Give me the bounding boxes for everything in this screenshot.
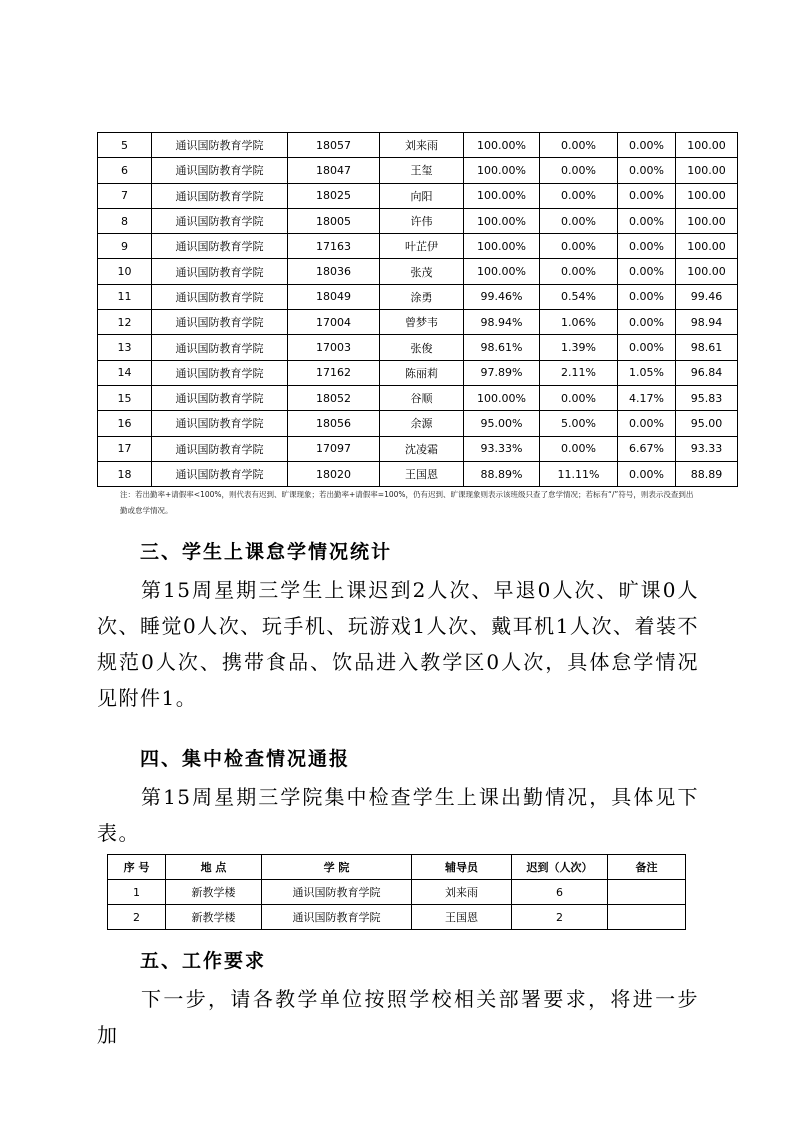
table-cell: 0.00% bbox=[540, 385, 618, 410]
table-cell: 1 bbox=[108, 880, 166, 905]
table-cell: 张俊 bbox=[380, 335, 464, 360]
table-cell: 王国恩 bbox=[412, 905, 512, 930]
table-cell: 99.46 bbox=[676, 284, 738, 309]
table-row bbox=[98, 360, 738, 385]
table-cell: 95.00% bbox=[464, 411, 540, 436]
table-cell: 0.00% bbox=[540, 133, 618, 158]
table-cell: 17 bbox=[98, 436, 152, 461]
table-cell: 18025 bbox=[288, 183, 380, 208]
table-cell: 4.17% bbox=[618, 385, 676, 410]
table-cell: 18049 bbox=[288, 284, 380, 309]
table-cell: 18052 bbox=[288, 385, 380, 410]
table-cell: 99.46% bbox=[464, 284, 540, 309]
column-header: 备注 bbox=[608, 855, 686, 880]
column-header: 辅导员 bbox=[412, 855, 512, 880]
table-cell: 0.00% bbox=[540, 183, 618, 208]
table-cell: 谷顺 bbox=[380, 385, 464, 410]
table-cell: 0.00% bbox=[618, 284, 676, 309]
table-cell: 叶芷伊 bbox=[380, 234, 464, 259]
table-cell: 18 bbox=[98, 461, 152, 486]
table-cell: 2 bbox=[512, 905, 608, 930]
table-cell: 93.33% bbox=[464, 436, 540, 461]
table-cell: 88.89 bbox=[676, 461, 738, 486]
table-cell: 17003 bbox=[288, 335, 380, 360]
table-cell: 0.00% bbox=[618, 461, 676, 486]
table-cell: 96.84 bbox=[676, 360, 738, 385]
table-cell: 15 bbox=[98, 385, 152, 410]
table-cell: 0.00% bbox=[540, 436, 618, 461]
table-note: 注：若出勤率+请假率<100%，则代表有迟到、旷课现象；若出勤率+请假率=100%，仍有迟到、旷课现象则表示该班级只查了怠学情况；若标有“/”符号，则表示没查到出勤或怠学情况。 bbox=[120, 490, 694, 515]
table-cell: 6.67% bbox=[618, 436, 676, 461]
table-cell: 98.94 bbox=[676, 310, 738, 335]
table-cell: 18005 bbox=[288, 208, 380, 233]
table-cell: 张茂 bbox=[380, 259, 464, 284]
table-cell: 0.00% bbox=[618, 259, 676, 284]
table-cell: 涂勇 bbox=[380, 284, 464, 309]
table-cell: 0.00% bbox=[540, 259, 618, 284]
table-cell: 0.54% bbox=[540, 284, 618, 309]
table-cell: 6 bbox=[512, 880, 608, 905]
table-cell: 0.00% bbox=[540, 158, 618, 183]
table-cell: 100.00% bbox=[464, 259, 540, 284]
table-cell: 通识国防教育学院 bbox=[152, 183, 288, 208]
table-cell: 新教学楼 bbox=[166, 880, 262, 905]
section-4-paragraph: 第15周星期三学院集中检查学生上课出勤情况，具体见下表。 bbox=[97, 785, 699, 845]
table-cell: 17162 bbox=[288, 360, 380, 385]
table-cell: 18056 bbox=[288, 411, 380, 436]
section-4-heading: 四、集中检查情况通报 bbox=[140, 748, 351, 770]
table-cell: 通识国防教育学院 bbox=[152, 335, 288, 360]
table-cell: 陈丽莉 bbox=[380, 360, 464, 385]
table-row bbox=[98, 183, 738, 208]
table-cell: 0.00% bbox=[618, 133, 676, 158]
table-cell: 16 bbox=[98, 411, 152, 436]
table-cell: 通识国防教育学院 bbox=[152, 158, 288, 183]
table-cell: 11 bbox=[98, 284, 152, 309]
table-cell: 通识国防教育学院 bbox=[152, 133, 288, 158]
table-cell bbox=[608, 880, 686, 905]
table-row bbox=[98, 158, 738, 183]
table-cell: 王国恩 bbox=[380, 461, 464, 486]
section-3-paragraph: 第15周星期三学生上课迟到2人次、早退0人次、旷课0人次、睡觉0人次、玩手机、玩游戏1人次、戴耳机1人次、着装不规范0人次、携带食品、饮品进入教学区0人次，具体怠学情况见附件1。 bbox=[97, 578, 699, 710]
table-cell: 18036 bbox=[288, 259, 380, 284]
table-row bbox=[98, 310, 738, 335]
column-header: 序 号 bbox=[108, 855, 166, 880]
table-cell: 6 bbox=[98, 158, 152, 183]
table-cell: 0.00% bbox=[618, 234, 676, 259]
table-cell: 12 bbox=[98, 310, 152, 335]
column-header: 学 院 bbox=[262, 855, 412, 880]
table-cell: 通识国防教育学院 bbox=[152, 234, 288, 259]
table-cell: 2 bbox=[108, 905, 166, 930]
table-cell: 通识国防教育学院 bbox=[152, 208, 288, 233]
table-cell: 100.00% bbox=[464, 234, 540, 259]
table-cell: 1.39% bbox=[540, 335, 618, 360]
table-cell: 100.00 bbox=[676, 234, 738, 259]
table-cell: 通识国防教育学院 bbox=[262, 880, 412, 905]
table-cell: 0.00% bbox=[618, 208, 676, 233]
table-cell: 100.00 bbox=[676, 208, 738, 233]
table-cell: 9 bbox=[98, 234, 152, 259]
table-cell: 0.00% bbox=[540, 234, 618, 259]
table-cell: 17097 bbox=[288, 436, 380, 461]
table-row bbox=[98, 461, 738, 486]
table-row bbox=[98, 411, 738, 436]
table-cell: 88.89% bbox=[464, 461, 540, 486]
table-cell: 100.00% bbox=[464, 208, 540, 233]
table-cell: 95.00 bbox=[676, 411, 738, 436]
attendance-table bbox=[97, 132, 738, 487]
table-cell: 0.00% bbox=[618, 310, 676, 335]
table-cell: 14 bbox=[98, 360, 152, 385]
table-cell: 100.00 bbox=[676, 158, 738, 183]
table-cell: 7 bbox=[98, 183, 152, 208]
table-cell: 余源 bbox=[380, 411, 464, 436]
table-cell: 曾梦韦 bbox=[380, 310, 464, 335]
table-cell: 2.11% bbox=[540, 360, 618, 385]
table-cell: 向阳 bbox=[380, 183, 464, 208]
table-cell: 98.61 bbox=[676, 335, 738, 360]
section-3-heading: 三、学生上课怠学情况统计 bbox=[140, 541, 393, 563]
table-cell: 沈凌霜 bbox=[380, 436, 464, 461]
table-cell: 通识国防教育学院 bbox=[152, 310, 288, 335]
table-cell bbox=[608, 905, 686, 930]
table-cell: 0.00% bbox=[618, 335, 676, 360]
table-cell: 100.00% bbox=[464, 133, 540, 158]
table-cell: 93.33 bbox=[676, 436, 738, 461]
table-cell: 100.00 bbox=[676, 133, 738, 158]
table-cell: 10 bbox=[98, 259, 152, 284]
section-5-heading: 五、工作要求 bbox=[140, 950, 267, 972]
inspection-table-body bbox=[108, 880, 686, 930]
table-row bbox=[98, 284, 738, 309]
table-cell: 通识国防教育学院 bbox=[152, 385, 288, 410]
table-cell: 11.11% bbox=[540, 461, 618, 486]
table-cell: 18057 bbox=[288, 133, 380, 158]
table-cell: 18020 bbox=[288, 461, 380, 486]
table-cell: 100.00 bbox=[676, 259, 738, 284]
table-cell: 0.00% bbox=[618, 183, 676, 208]
table-row bbox=[98, 385, 738, 410]
table-row bbox=[98, 436, 738, 461]
table-row bbox=[98, 234, 738, 259]
table-cell: 17163 bbox=[288, 234, 380, 259]
inspection-table-header bbox=[108, 855, 686, 880]
table-cell: 17004 bbox=[288, 310, 380, 335]
table-cell: 100.00% bbox=[464, 385, 540, 410]
table-cell: 新教学楼 bbox=[166, 905, 262, 930]
table-cell: 95.83 bbox=[676, 385, 738, 410]
table-cell: 5.00% bbox=[540, 411, 618, 436]
table-cell: 8 bbox=[98, 208, 152, 233]
table-cell: 100.00 bbox=[676, 183, 738, 208]
table-row bbox=[98, 259, 738, 284]
table-cell: 刘来雨 bbox=[412, 880, 512, 905]
table-cell: 98.94% bbox=[464, 310, 540, 335]
table-cell: 通识国防教育学院 bbox=[152, 284, 288, 309]
table-row bbox=[98, 208, 738, 233]
inspection-table bbox=[107, 854, 686, 930]
table-cell: 13 bbox=[98, 335, 152, 360]
attendance-table-body bbox=[98, 133, 738, 487]
section-5-paragraph: 下一步，请各教学单位按照学校相关部署要求，将进一步加 bbox=[97, 987, 699, 1047]
table-cell: 通识国防教育学院 bbox=[152, 259, 288, 284]
table-cell: 0.00% bbox=[540, 208, 618, 233]
table-cell: 0.00% bbox=[618, 158, 676, 183]
table-row bbox=[108, 880, 686, 905]
table-cell: 0.00% bbox=[618, 411, 676, 436]
table-cell: 通识国防教育学院 bbox=[152, 461, 288, 486]
table-cell: 18047 bbox=[288, 158, 380, 183]
table-cell: 100.00% bbox=[464, 183, 540, 208]
table-cell: 通识国防教育学院 bbox=[152, 360, 288, 385]
table-row bbox=[98, 133, 738, 158]
table-cell: 通识国防教育学院 bbox=[152, 411, 288, 436]
table-cell: 王玺 bbox=[380, 158, 464, 183]
table-cell: 100.00% bbox=[464, 158, 540, 183]
table-cell: 5 bbox=[98, 133, 152, 158]
table-cell: 通识国防教育学院 bbox=[262, 905, 412, 930]
table-cell: 通识国防教育学院 bbox=[152, 436, 288, 461]
column-header: 地 点 bbox=[166, 855, 262, 880]
table-cell: 许伟 bbox=[380, 208, 464, 233]
table-cell: 1.06% bbox=[540, 310, 618, 335]
table-cell: 97.89% bbox=[464, 360, 540, 385]
table-cell: 1.05% bbox=[618, 360, 676, 385]
table-cell: 刘来雨 bbox=[380, 133, 464, 158]
table-cell: 98.61% bbox=[464, 335, 540, 360]
table-row bbox=[108, 905, 686, 930]
column-header: 迟到（人次） bbox=[512, 855, 608, 880]
table-row bbox=[98, 335, 738, 360]
